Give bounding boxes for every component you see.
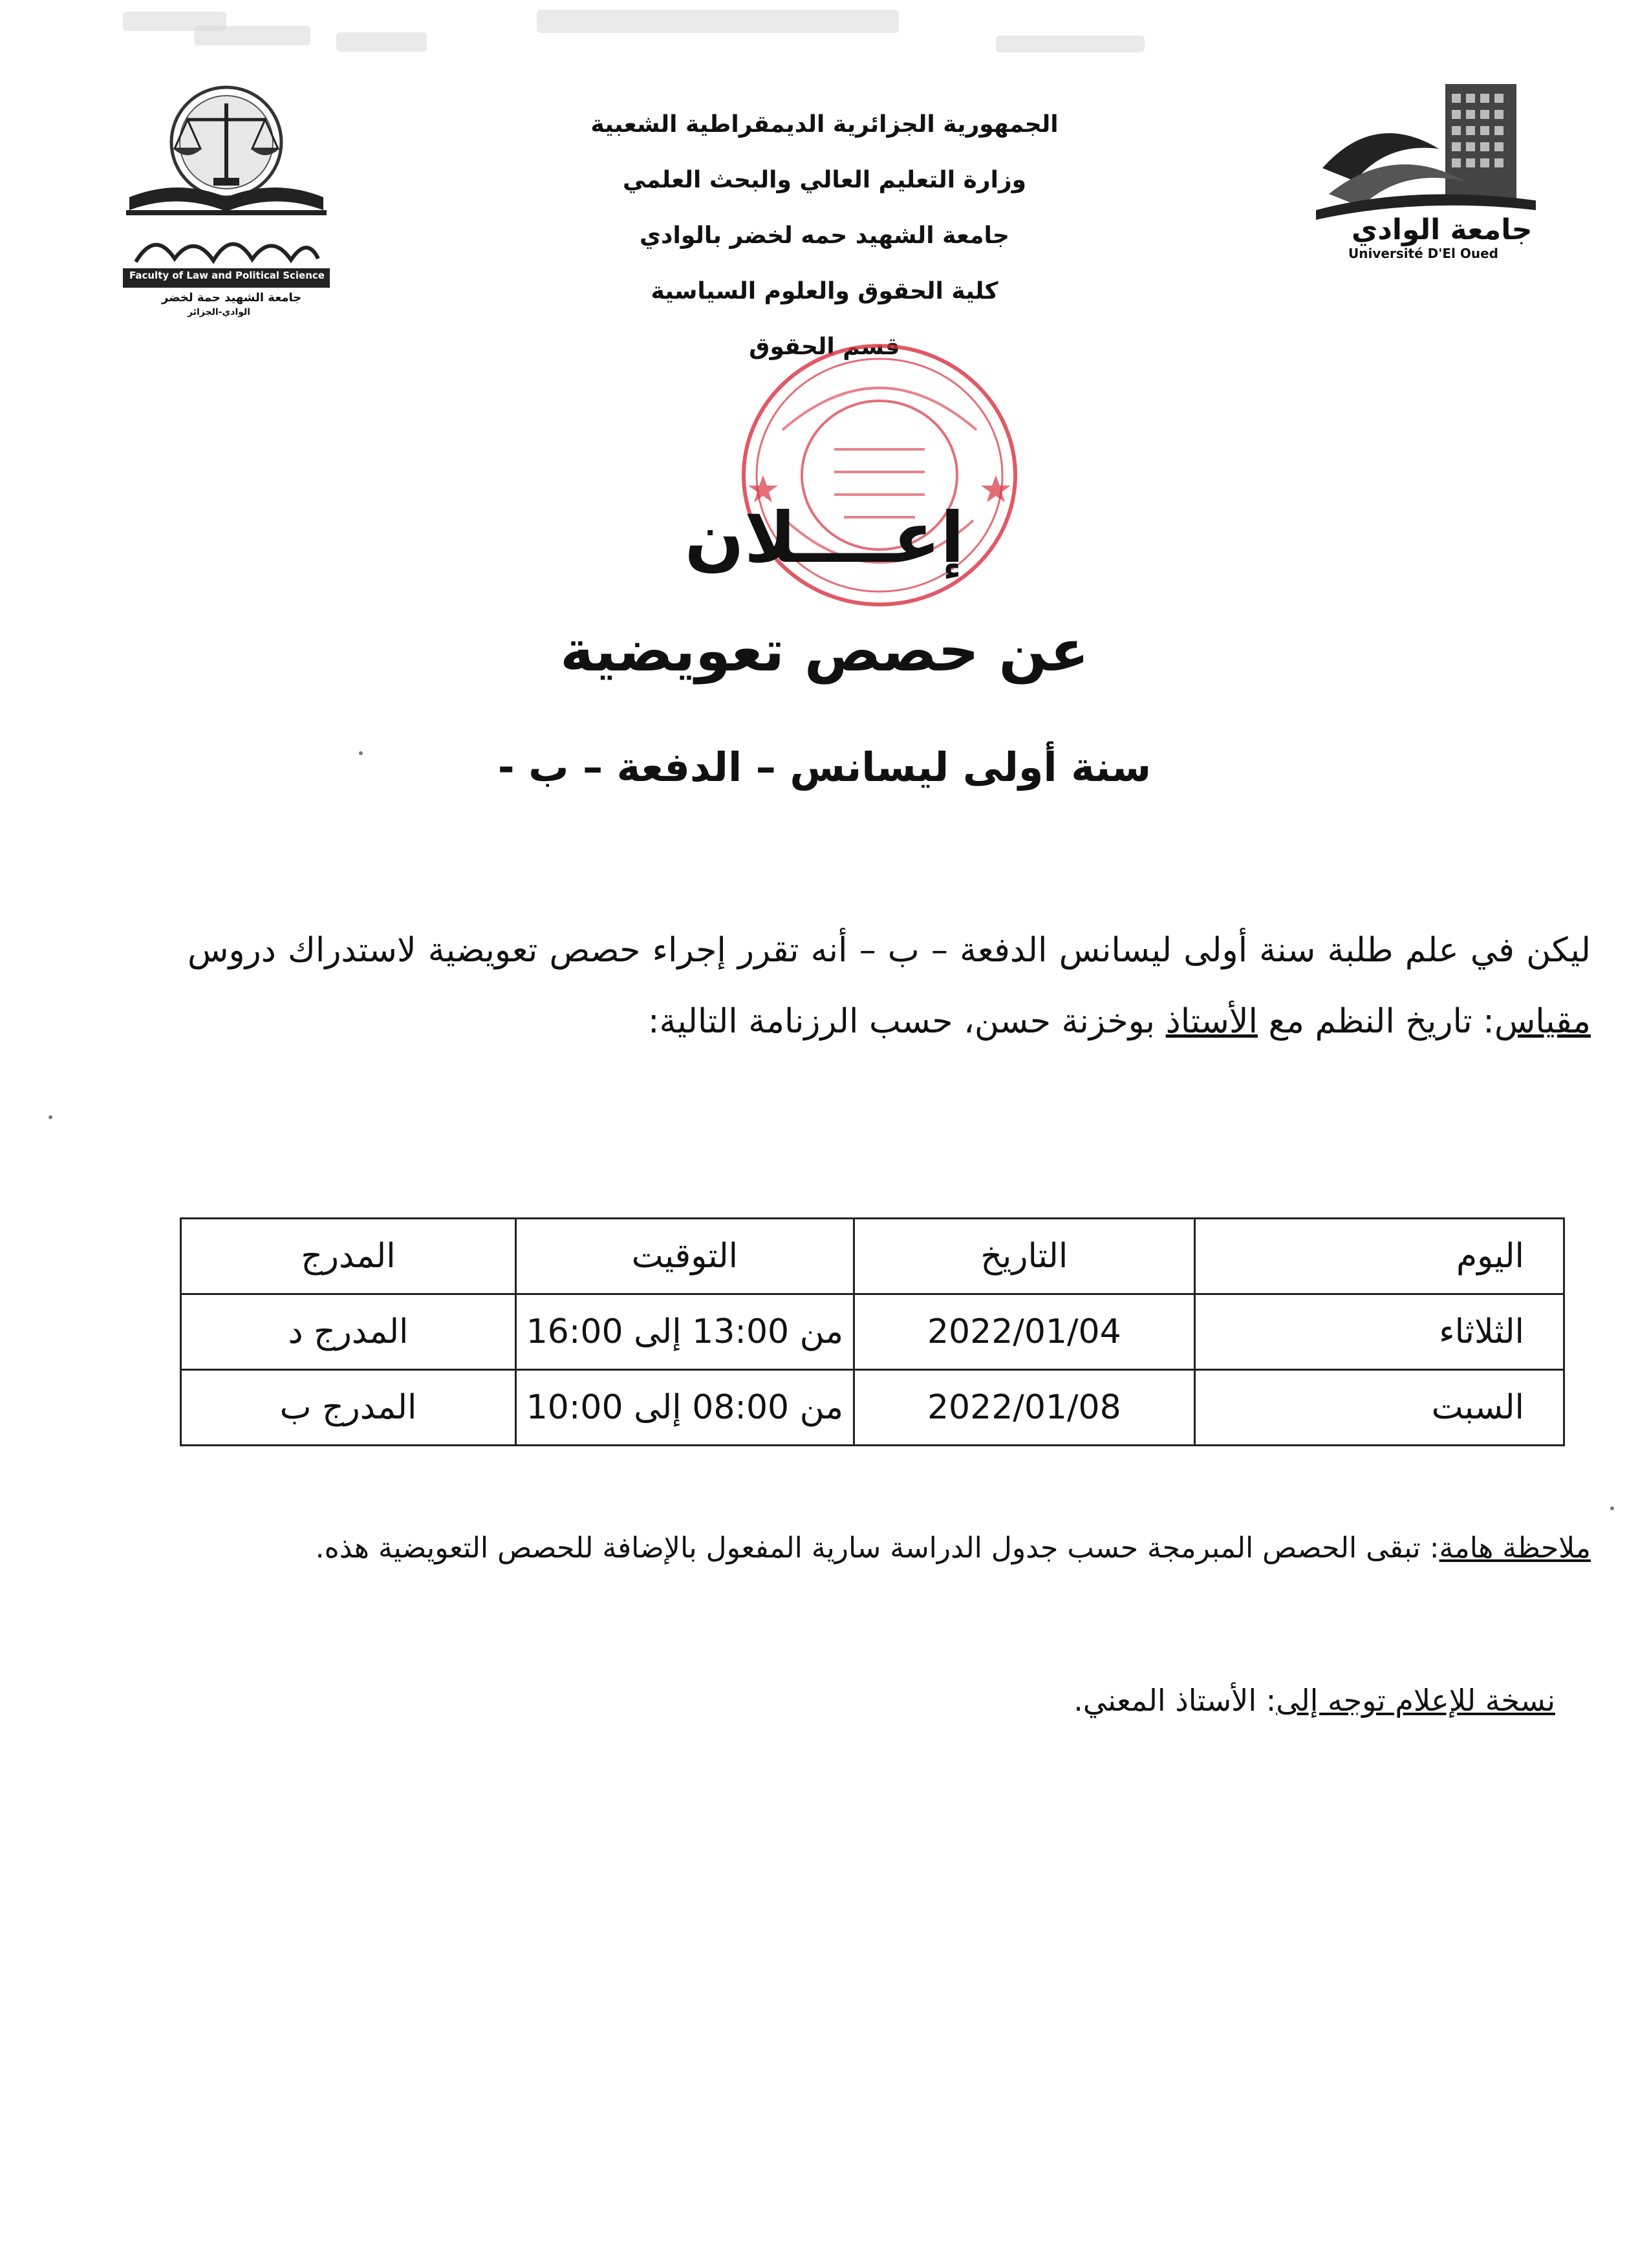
body-part3: بوخزنة حسن، حسب الرزنامة التالية: [647,1002,1166,1041]
row-date [854,1294,1194,1370]
ministry-name: وزارة التعليم العالي والبحث العلمي [622,167,1027,193]
note-text: : تبقى الحصص المبرمجة حسب جدول الدراسة سارية المفعول بالإضافة للحصص التعويضية هذه. [315,1532,1439,1565]
row-date-value: 2022/01/08 [927,1388,1121,1427]
body-part2: : تاريخ النظم مع [1257,1002,1494,1041]
teacher-label: الأستاذ [1165,1002,1258,1041]
important-note [188,1526,1591,1571]
table-row [181,1370,1564,1446]
announcement-body [188,915,1591,1057]
header-hall: المدرج [181,1219,516,1294]
header-time: التوقيت [516,1219,854,1294]
row-date [854,1370,1194,1446]
scan-smudge [996,36,1145,52]
university-logo [1316,71,1555,265]
note-label: ملاحظة هامة [1439,1532,1591,1565]
faculty-name: كلية الحقوق والعلوم السياسية [651,278,998,305]
row-hall: المدرج ب [181,1370,516,1446]
announcement-title: إعــــلان [684,498,965,579]
republic-name: الجمهورية الجزائرية الديمقراطية الشعبية [590,111,1059,138]
faculty-logo-sub1: جامعة الشهيد حمة لخضر [162,291,302,305]
university-name: جامعة الشهيد حمه لخضر بالوادي [640,222,1009,249]
header-day: اليوم [1194,1219,1564,1294]
row-date-value: 2022/01/04 [927,1312,1121,1351]
scan-dot [1610,1506,1614,1510]
copy-label: نسخة للإعلام توجه إلى [1276,1683,1555,1718]
scan-smudge [194,26,310,45]
row-day: الثلاثاء [1194,1294,1564,1370]
faculty-logo-english: Faculty of Law and Political Science [129,270,325,281]
announcement-target: سنة أولى ليسانس – الدفعة – ب - [497,744,1152,791]
row-time: من 08:00 إلى 10:00 [516,1370,854,1446]
university-logo-arabic: جامعة الوادي [1352,213,1533,246]
scales-of-justice-icon [116,74,336,323]
scan-dot [359,751,363,755]
row-time: من 13:00 إلى 16:00 [516,1294,854,1370]
scan-dot [48,1115,52,1119]
table-header-row [181,1219,1564,1294]
department-name: قسم الحقوق [749,334,900,360]
announcement-subtitle: عن حصص تعويضية [560,617,1089,684]
header-date: التاريخ [854,1219,1194,1294]
university-logo-french: Université D'El Oued [1348,246,1498,261]
scan-smudge [537,10,899,33]
schedule-table [180,1217,1565,1446]
body-part1: ليكن في علم طلبة سنة أولى ليسانس الدفعة – ب – أنه تقرر إجراء حصص تعويضية لاستدراك دروس [188,931,1591,970]
copy-text: : الأستاذ المعني. [1073,1683,1277,1718]
subject-label: مقياس [1494,1002,1591,1041]
row-day: السبت [1194,1370,1564,1446]
copy-to [188,1674,1555,1726]
row-hall: المدرج د [181,1294,516,1370]
faculty-logo-sub2: الوادي-الجزائر [188,307,251,317]
faculty-logo [116,74,336,323]
table-row [181,1294,1564,1370]
scan-smudge [336,32,427,52]
